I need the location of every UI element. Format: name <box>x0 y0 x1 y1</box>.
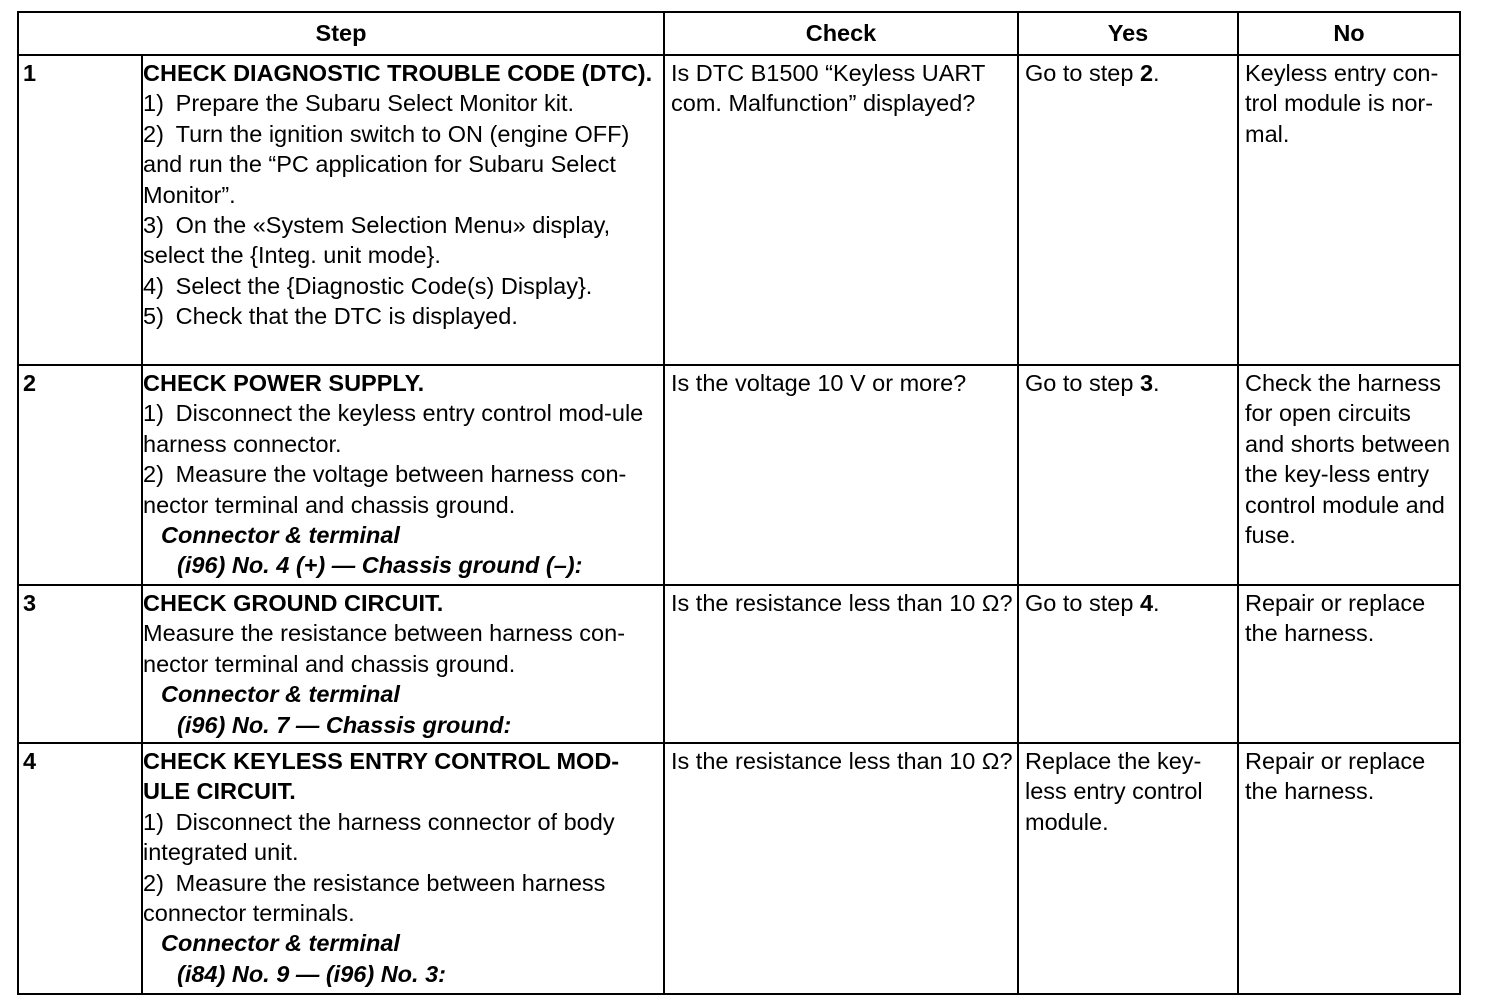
step-line: Measure the resistance between harness con-nector terminal and chassis ground. <box>143 620 626 677</box>
table-row <box>18 55 1460 365</box>
yes-end: . <box>1153 60 1160 86</box>
step-line: 2) Measure the voltage between harness con-nector terminal and chassis ground. <box>143 461 627 518</box>
check-question: Is DTC B1500 “Keyless UART com. Malfunction” displayed? <box>664 55 1018 365</box>
step-number: 3 <box>18 585 142 743</box>
yes-text: Go to step <box>1025 590 1140 616</box>
step-number: 4 <box>18 743 142 994</box>
step-procedure <box>142 585 664 743</box>
step-line: 2) Turn the ignition switch to ON (engine OFF) and run the “PC application for Subaru Select Monitor”. <box>143 120 630 208</box>
connector-spec: (i96) No. 7 — Chassis ground: <box>177 711 512 738</box>
yes-action <box>1018 585 1238 743</box>
header-check: Check <box>664 12 1018 55</box>
connector-label: Connector & terminal <box>161 522 400 549</box>
diagnostic-procedure-table <box>17 11 1461 995</box>
yes-action <box>1018 55 1238 365</box>
connector-spec: (i96) No. 4 (+) — Chassis ground (–): <box>177 552 583 579</box>
table-row <box>18 585 1460 743</box>
step-procedure <box>142 743 664 994</box>
header-step: Step <box>18 12 664 55</box>
yes-step-ref: 2 <box>1139 60 1154 86</box>
step-title: CHECK GROUND CIRCUIT. <box>143 590 444 616</box>
step-title: CHECK DIAGNOSTIC TROUBLE CODE (DTC). <box>143 60 653 86</box>
no-action: Keyless entry con-trol module is nor-mal. <box>1238 55 1460 365</box>
step-number: 2 <box>18 365 142 585</box>
step-line: 4) Select the {Diagnostic Code(s) Display}. <box>143 272 593 299</box>
yes-action <box>1018 743 1238 994</box>
connector-label: Connector & terminal <box>161 930 400 957</box>
step-procedure <box>142 365 664 585</box>
step-title: CHECK POWER SUPPLY. <box>143 370 425 396</box>
table-row <box>18 743 1460 994</box>
step-line: 1) Disconnect the harness connector of body integrated unit. <box>143 808 615 866</box>
header-yes: Yes <box>1018 12 1238 55</box>
yes-end: . <box>1153 590 1160 616</box>
no-action: Repair or replace the harness. <box>1238 585 1460 743</box>
check-question: Is the resistance less than 10 Ω? <box>664 585 1018 743</box>
header-no: No <box>1238 12 1460 55</box>
yes-text: Go to step <box>1025 60 1140 86</box>
check-question: Is the resistance less than 10 Ω? <box>664 743 1018 994</box>
yes-step-ref: 4 <box>1139 590 1154 616</box>
check-question: Is the voltage 10 V or more? <box>664 365 1018 585</box>
connector-spec: (i84) No. 9 — (i96) No. 3: <box>177 960 446 987</box>
table-row <box>18 365 1460 585</box>
yes-action <box>1018 365 1238 585</box>
connector-label: Connector & terminal <box>161 681 400 708</box>
step-line: 1) Disconnect the keyless entry control mod-ule harness connector. <box>143 400 644 457</box>
yes-step-ref: 3 <box>1139 370 1154 396</box>
yes-text: Go to step <box>1025 370 1140 396</box>
header-row <box>18 12 1460 55</box>
step-number: 1 <box>18 55 142 365</box>
no-action: Repair or replace the harness. <box>1238 743 1460 994</box>
step-title: CHECK KEYLESS ENTRY CONTROL MOD-ULE CIRCUIT. <box>143 748 620 805</box>
step-line: 5) Check that the DTC is displayed. <box>143 303 518 330</box>
step-line: 3) On the «System Selection Menu» display, select the {Integ. unit mode}. <box>143 212 611 269</box>
no-action: Check the harness for open circuits and shorts between the key-less entry control module and fuse. <box>1238 365 1460 585</box>
yes-end: . <box>1153 370 1160 396</box>
yes-text: Replace the key-less entry control module. <box>1025 748 1203 835</box>
step-line: 1) Prepare the Subaru Select Monitor kit. <box>143 90 575 117</box>
step-procedure <box>142 55 664 365</box>
step-line: 2) Measure the resistance between harness connector terminals. <box>143 869 606 927</box>
